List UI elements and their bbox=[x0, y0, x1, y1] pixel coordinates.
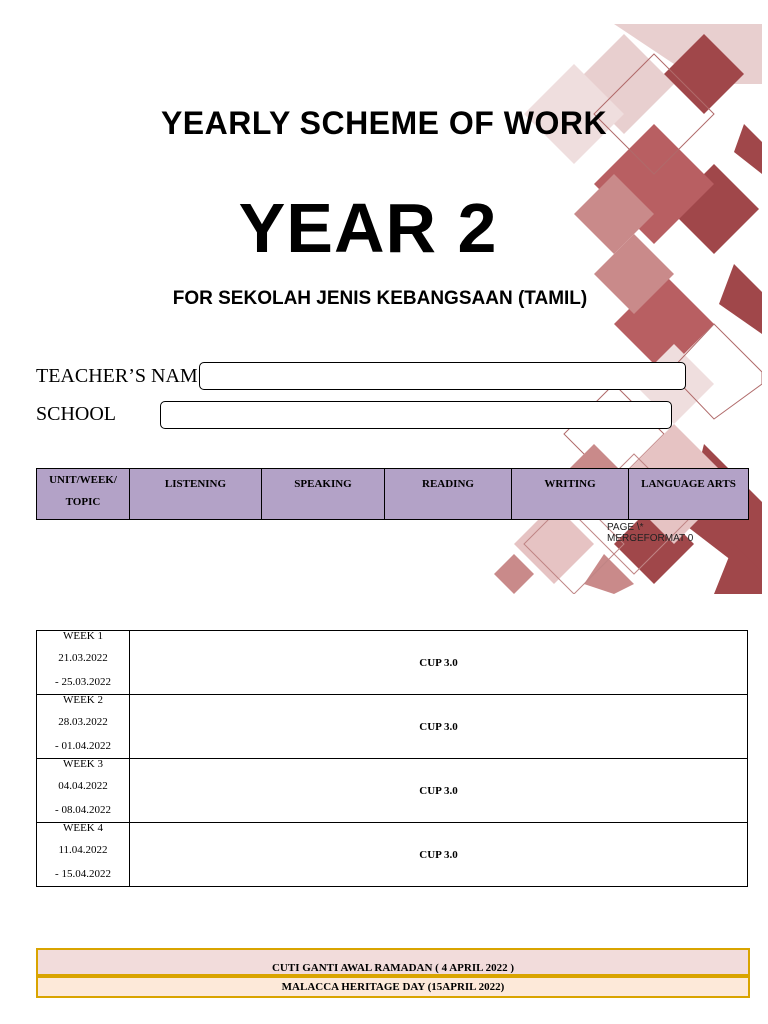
week-label: WEEK 4 bbox=[62, 822, 103, 834]
week-end-date: - 01.04.2022 bbox=[55, 740, 111, 752]
header-unit-week-topic: UNIT/WEEK/ TOPIC bbox=[37, 469, 130, 520]
week-start-date: 04.04.2022 bbox=[58, 780, 108, 792]
scheme-header-table bbox=[36, 468, 749, 520]
holiday-banner-ramadan: CUTI GANTI AWAL RAMADAN ( 4 APRIL 2022 ) bbox=[36, 948, 750, 976]
page-number-field bbox=[607, 522, 693, 544]
weeks-table bbox=[36, 630, 748, 887]
week-content: CUP 3.0 bbox=[130, 631, 748, 695]
week-label: WEEK 2 bbox=[62, 694, 103, 706]
week-end-date: - 15.04.2022 bbox=[55, 868, 111, 880]
week-cell bbox=[37, 631, 130, 695]
header-speaking: SPEAKING bbox=[262, 469, 385, 520]
week-end-date: - 25.03.2022 bbox=[55, 676, 111, 688]
week-start-date: 28.03.2022 bbox=[58, 716, 108, 728]
header-language-arts: LANGUAGE ARTS bbox=[629, 469, 749, 520]
table-row bbox=[37, 823, 748, 887]
week-cell bbox=[37, 759, 130, 823]
table-row bbox=[37, 631, 748, 695]
week-content: CUP 3.0 bbox=[130, 823, 748, 887]
week-cell bbox=[37, 823, 130, 887]
week-cell bbox=[37, 695, 130, 759]
week-content: CUP 3.0 bbox=[130, 759, 748, 823]
year-heading: YEAR 2 bbox=[238, 189, 498, 267]
header-listening: LISTENING bbox=[130, 469, 262, 520]
holiday-banner-malacca: MALACCA HERITAGE DAY (15APRIL 2022) bbox=[36, 976, 750, 998]
week-label: WEEK 1 bbox=[62, 630, 103, 642]
school-field[interactable] bbox=[160, 401, 672, 429]
table-row bbox=[37, 695, 748, 759]
page-field-line1: PAGE \* bbox=[607, 522, 644, 533]
document-title: YEARLY SCHEME OF WORK bbox=[160, 105, 608, 141]
school-type-subtitle: FOR SEKOLAH JENIS KEBANGSAAN (TAMIL) bbox=[172, 288, 588, 309]
header-reading: READING bbox=[385, 469, 512, 520]
table-row bbox=[37, 759, 748, 823]
page-field-line2: MERGEFORMAT 0 bbox=[607, 533, 694, 544]
school-label: SCHOOL bbox=[36, 403, 117, 425]
teacher-name-label: TEACHER’S NAM bbox=[36, 365, 198, 387]
teacher-name-field[interactable] bbox=[199, 362, 686, 390]
week-start-date: 11.04.2022 bbox=[58, 844, 108, 856]
header-writing: WRITING bbox=[512, 469, 629, 520]
week-label: WEEK 3 bbox=[62, 758, 103, 770]
week-end-date: - 08.04.2022 bbox=[55, 804, 111, 816]
week-content: CUP 3.0 bbox=[130, 695, 748, 759]
week-start-date: 21.03.2022 bbox=[58, 652, 108, 664]
